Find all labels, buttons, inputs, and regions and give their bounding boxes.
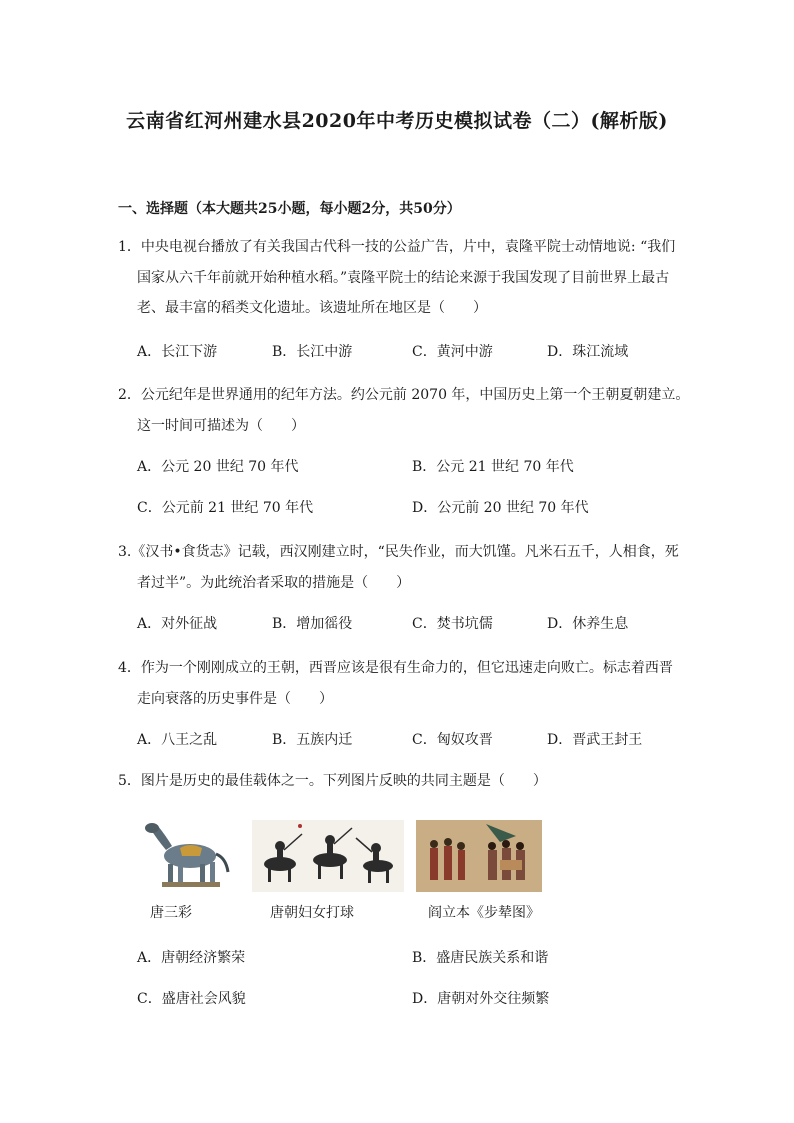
section-heading: 一、选择题（本大题共25小题，每小题2分，共50分） bbox=[118, 201, 461, 217]
question-4 bbox=[118, 653, 678, 714]
option-b: B．长江中游 bbox=[272, 344, 353, 360]
option-b: B．增加徭役 bbox=[272, 616, 353, 632]
option-b: B．五族内迁 bbox=[272, 732, 353, 748]
question-1-options bbox=[137, 341, 697, 363]
question-3-options bbox=[137, 613, 697, 635]
option-d: D．唐朝对外交往频繁 bbox=[412, 991, 550, 1007]
question-3-line-2: 者过半”。为此统治者采取的措施是（ ） bbox=[137, 574, 411, 591]
option-a: A．对外征战 bbox=[137, 616, 218, 632]
option-a: A．公元 20 世纪 70 年代 bbox=[137, 459, 299, 475]
image-1-caption: 唐三彩 bbox=[150, 905, 192, 921]
question-3-line-1: 3.《汉书•食货志》记载，西汉刚建立时，“民失作业，而大饥馑。凡米石五千，人相食，死 bbox=[118, 544, 679, 560]
question-1-line-1: 1．中央电视台播放了有关我国古代科一技的公益广告，片中，袁隆平院士动情地说: “我们 bbox=[118, 239, 676, 255]
question-4-line-2: 走向衰落的历史事件是（ ） bbox=[137, 690, 333, 707]
image-2-caption: 唐朝妇女打球 bbox=[270, 905, 354, 921]
question-4-options bbox=[137, 729, 697, 751]
option-c: C．盛唐社会风貌 bbox=[137, 991, 246, 1007]
option-c: C．公元前 21 世纪 70 年代 bbox=[137, 500, 314, 516]
tang-polo-image bbox=[252, 820, 404, 892]
question-4-line-1: 4．作为一个刚刚成立的王朝，西晋应该是很有生命力的，但它迅速走向败亡。标志着西晋 bbox=[118, 660, 673, 676]
option-b: B．公元 21 世纪 70 年代 bbox=[412, 459, 574, 475]
question-2-options-row-2 bbox=[137, 497, 697, 519]
option-c: C．黄河中游 bbox=[412, 344, 493, 360]
tang-sancai-horse-image bbox=[140, 820, 236, 890]
option-d: D．休养生息 bbox=[547, 616, 629, 632]
question-5-options-row-1 bbox=[137, 947, 697, 969]
question-2 bbox=[118, 380, 690, 441]
question-5 bbox=[118, 766, 678, 797]
question-5-line-1: 5．图片是历史的最佳载体之一。下列图片反映的共同主题是（ ） bbox=[118, 773, 547, 789]
option-d: D．公元前 20 世纪 70 年代 bbox=[412, 500, 589, 516]
question-1-line-3: 老、最丰富的稻类文化遗址。该遗址所在地区是（ ） bbox=[137, 300, 487, 316]
option-b: B．盛唐民族关系和谐 bbox=[412, 950, 549, 966]
bunian-tu-painting-image bbox=[416, 820, 542, 892]
document-title: 云南省红河州建水县2020年中考历史模拟试卷（二）(解析版) bbox=[126, 110, 668, 132]
option-c: C．焚书坑儒 bbox=[412, 616, 493, 632]
option-a: A．八王之乱 bbox=[137, 732, 218, 748]
option-a: A．唐朝经济繁荣 bbox=[137, 950, 246, 966]
question-1 bbox=[118, 232, 678, 324]
question-2-options-row-1 bbox=[137, 456, 697, 478]
question-2-line-1: 2．公元纪年是世界通用的纪年方法。约公元前 2070 年，中国历史上第一个王朝夏朝建立。 bbox=[118, 387, 690, 403]
question-2-line-2: 这一时间可描述为（ ） bbox=[137, 417, 305, 434]
question-1-line-2: 国家从六千年前就开始种植水稻。”袁隆平院士的结论来源于我国发现了目前世界上最古 bbox=[137, 269, 670, 286]
question-5-options-row-2 bbox=[137, 988, 697, 1010]
option-d: D．晋武王封王 bbox=[547, 732, 643, 748]
option-d: D．珠江流域 bbox=[547, 344, 629, 360]
option-a: A．长江下游 bbox=[137, 344, 218, 360]
image-3-caption: 阎立本《步辇图》 bbox=[428, 905, 540, 921]
option-c: C．匈奴攻晋 bbox=[412, 732, 493, 748]
question-3 bbox=[118, 537, 678, 598]
